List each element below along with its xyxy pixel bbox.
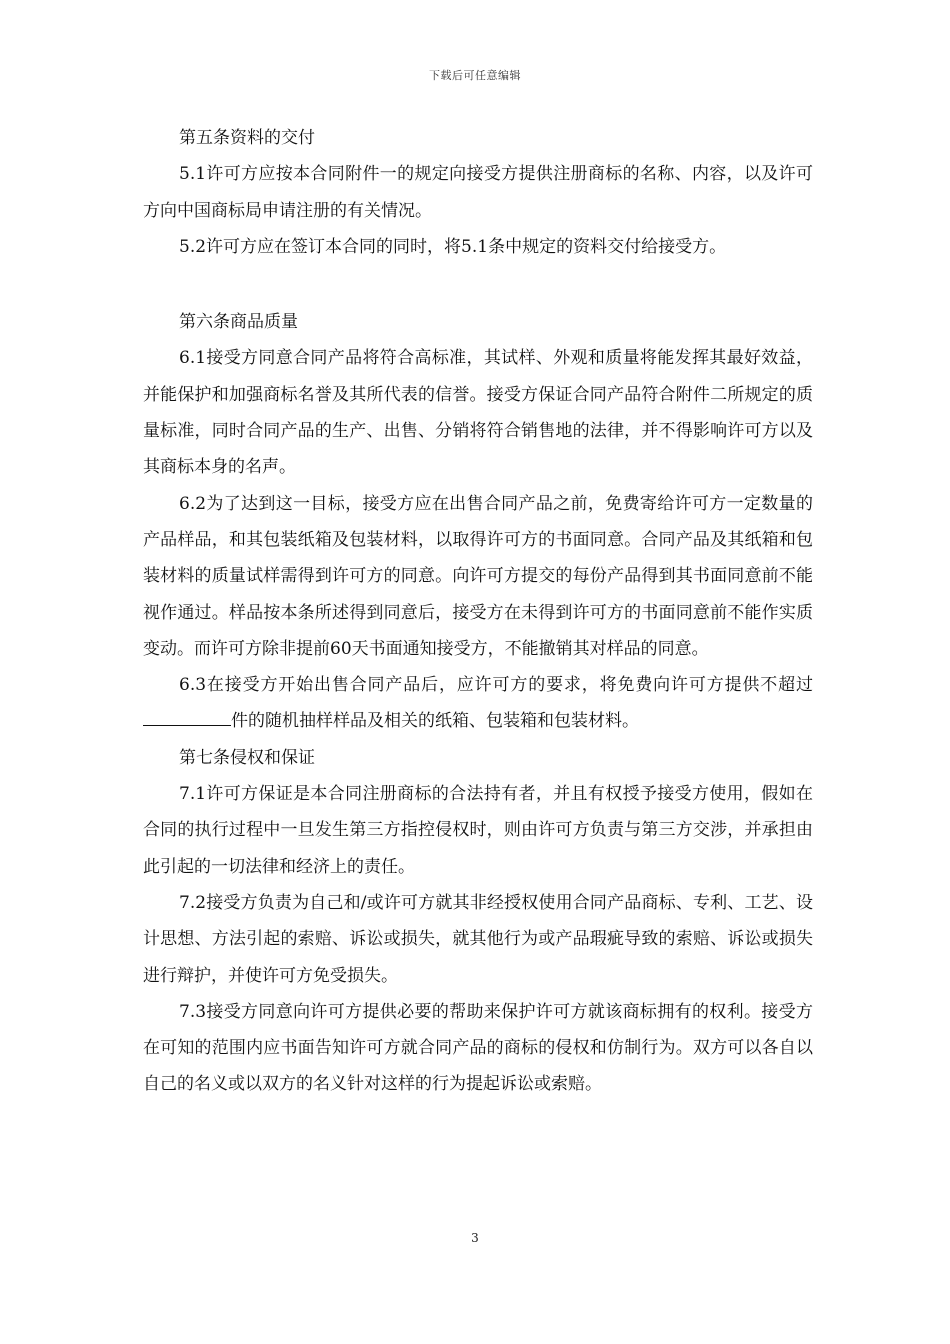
page-header: 下载后可任意编辑	[429, 69, 521, 82]
clause-6-3	[143, 667, 813, 740]
clause-6-3-text-after: 件的随机抽样样品及相关的纸箱、包装箱和包装材料。	[231, 711, 639, 732]
article-6-title: 第六条商品质量	[179, 312, 298, 333]
fill-in-blank	[143, 708, 231, 726]
document-body	[143, 120, 813, 1103]
clause-6-2: 6.2为了达到这一目标，接受方应在出售合同产品之前，免费寄给许可方一定数量的产品样品，和其包装纸箱及包装材料，以取得许可方的书面同意。合同产品及其纸箱和包装材料的质量试样需得到许可方的同意。向许可方提交的每份产品得到其书面同意前不能视作通过。样品按本条所述得到同意后，接受方在未得到许可方的书面同意前不能作实质变动。而许可方除非提前60天书面通知接受方，不能撤销其对样品的同意。	[143, 493, 813, 659]
clause-5-1: 5.1许可方应按本合同附件一的规定向接受方提供注册商标的名称、内容，以及许可方向中国商标局申请注册的有关情况。	[143, 164, 813, 221]
section-spacer	[143, 265, 813, 304]
page-number: 3	[471, 1231, 479, 1245]
article-7-title: 第七条侵权和保证	[179, 747, 315, 768]
clause-6-1: 6.1接受方同意合同产品将符合高标准，其试样、外观和质量将能发挥其最好效益，并能保护和加强商标名誉及其所代表的信誉。接受方保证合同产品符合附件二所规定的质量标准，同时合同产品的生产、出售、分销将符合销售地的法律，并不得影响许可方以及其商标本身的名声。	[143, 348, 813, 478]
clause-7-2: 7.2接受方负责为自己和/或许可方就其非经授权使用合同产品商标、专利、工艺、设计思想、方法引起的索赔、诉讼或损失，就其他行为或产品瑕疵导致的索赔、诉讼或损失进行辩护，并使许可方免受损失。	[143, 892, 813, 986]
clause-6-3-text-before: 6.3在接受方开始出售合同产品后，应许可方的要求，将免费向许可方提供不超过	[179, 675, 813, 696]
clause-5-2: 5.2许可方应在签订本合同的同时，将5.1条中规定的资料交付给接受方。	[179, 236, 727, 257]
clause-7-1: 7.1许可方保证是本合同注册商标的合法持有者，并且有权授予接受方使用，假如在合同的执行过程中一旦发生第三方指控侵权时，则由许可方负责与第三方交涉，并承担由此引起的一切法律和经济上的责任。	[143, 784, 813, 877]
clause-7-3: 7.3接受方同意向许可方提供必要的帮助来保护许可方就该商标拥有的权利。接受方在可知的范围内应书面告知许可方就合同产品的商标的侵权和仿制行为。双方可以各自以自己的名义或以双方的名义针对这样的行为提起诉讼或索赔。	[143, 1001, 813, 1095]
article-5-title: 第五条资料的交付	[179, 128, 315, 148]
